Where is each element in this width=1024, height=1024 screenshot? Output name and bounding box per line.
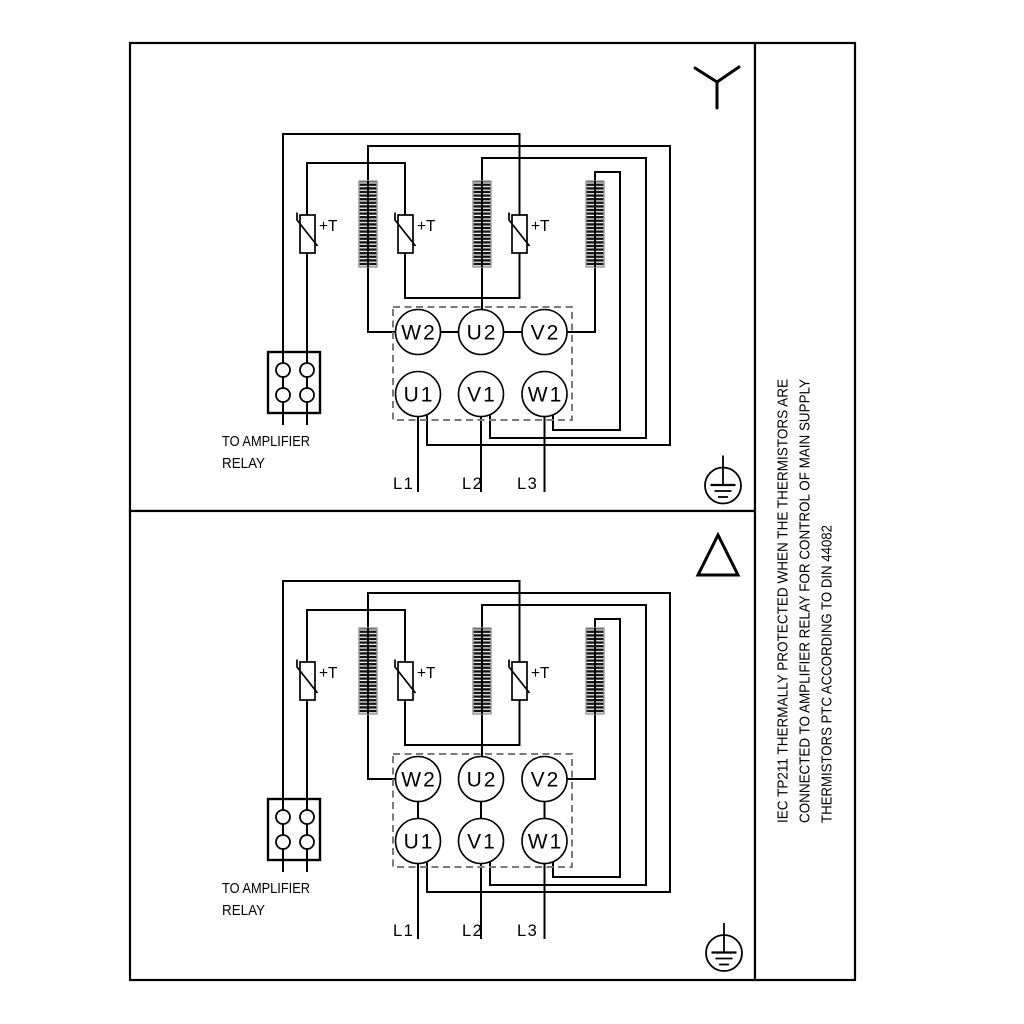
panel-delta-connection [130, 511, 755, 980]
side-note-column [755, 43, 855, 980]
side-note-line2: CONNECTED TO AMPLIFIER RELAY FOR CONTROL OF MAIN SUPPLY [797, 343, 814, 823]
side-note-line1: IEC TP211 THERMALLY PROTECTED WHEN THE THERMISTORS ARE [775, 347, 792, 823]
side-note-line3: THERMISTORS PTC ACCORDING TO DIN 44082 [819, 495, 836, 823]
panel-star-connection [130, 43, 755, 511]
